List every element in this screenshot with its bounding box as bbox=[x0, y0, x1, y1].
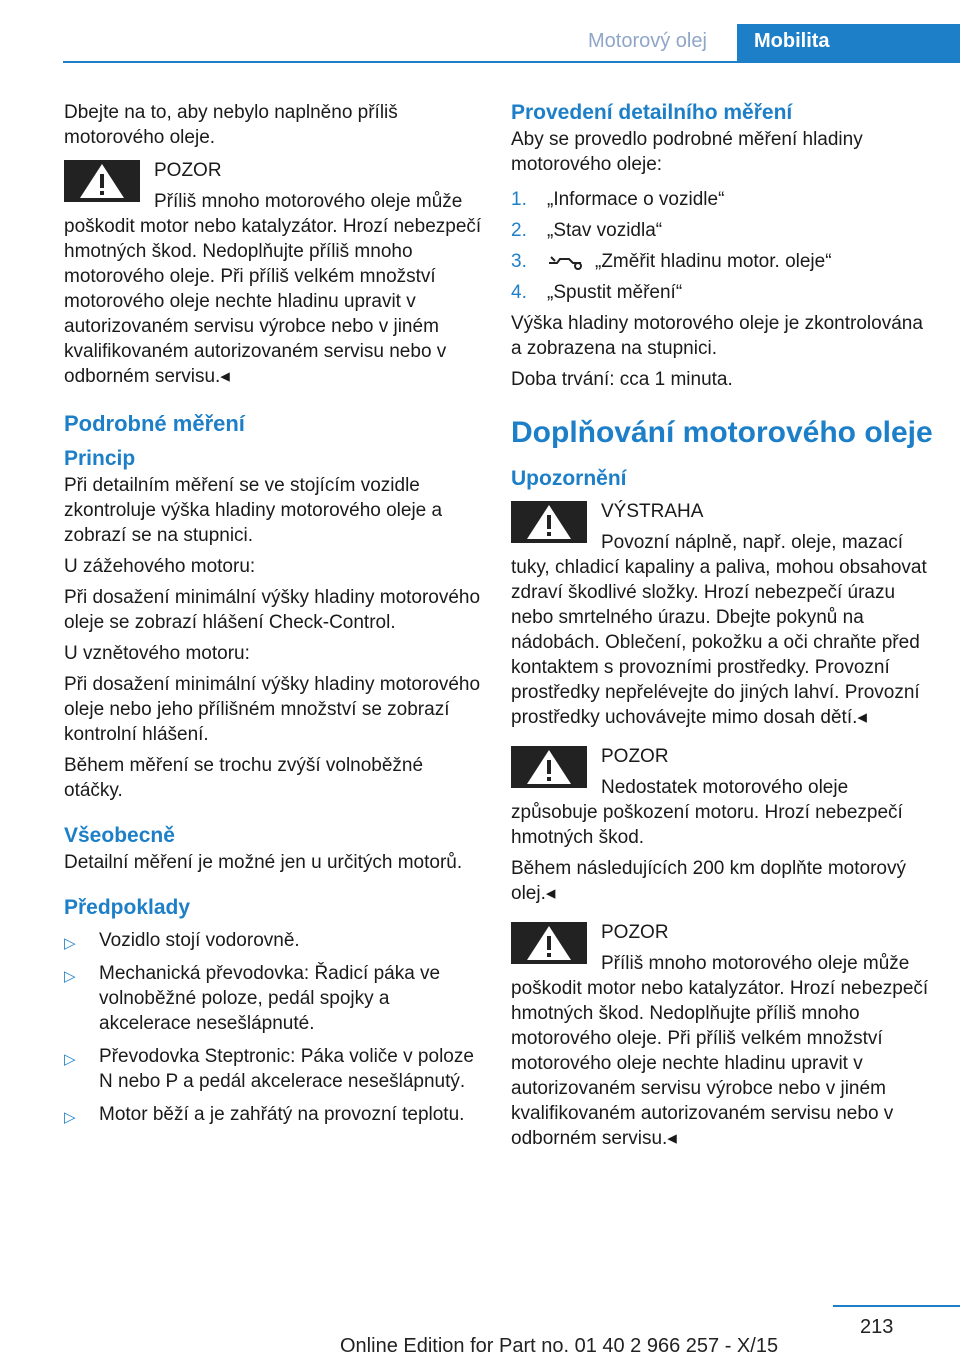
warning-triangle-icon bbox=[64, 160, 140, 202]
paragraph: U vznětového motoru: bbox=[64, 643, 250, 664]
warning-block bbox=[511, 920, 936, 1151]
heading-princip: Princip bbox=[64, 447, 136, 470]
warning-label: POZOR bbox=[601, 746, 669, 767]
paragraph: U zážehového motoru: bbox=[64, 556, 256, 577]
page-number: 213 bbox=[860, 1316, 894, 1338]
paragraph: Výška hladiny motorového oleje je zkontrolována a zobrazena na stupnici. bbox=[511, 313, 923, 359]
list-item: 2. „Stav vozidla“ bbox=[511, 220, 663, 241]
heading-doplnovani: Doplňování motorového oleje bbox=[511, 416, 933, 449]
warning-block bbox=[511, 499, 936, 730]
prerequisites-list bbox=[64, 928, 484, 1127]
list-item: 3. „Změřit hladinu motor. oleje“ bbox=[511, 251, 832, 272]
paragraph: Aby se provedlo podrobné měření hladiny motorového oleje: bbox=[511, 129, 863, 175]
heading-podrobne-mereni: Podrobné měření bbox=[64, 411, 245, 436]
footer-rule bbox=[833, 1305, 960, 1307]
warning-text: Příliš mnoho motorového oleje může poškodit motor nebo katalyzátor. Hrozí nebezpečí hmotných škod. Nedoplňujte příliš mnoho motorového oleje. Při příliš velkém množství motorového oleje nechte hladinu upravit v autorizovaném servisu výrobce nebo v jiném kvalifikovaném autorizovaném servisu nebo v odborném servisu.◂ bbox=[64, 191, 482, 387]
steps-list bbox=[511, 187, 936, 305]
tab-mobilita[interactable] bbox=[737, 24, 960, 62]
heading-predpoklady: Předpoklady bbox=[64, 896, 191, 919]
warning-label: VÝSTRAHA bbox=[601, 501, 704, 522]
paragraph: Při dosažení minimální výšky hladiny motorového oleje se zobrazí hlášení Check-Control. bbox=[64, 587, 481, 633]
paragraph: Doba trvání: cca 1 minuta. bbox=[511, 369, 733, 390]
list-item: ▷ Mechanická převodovka: Řadicí páka ve volnoběžné poloze, pedál spojky a akcelerace nesešlápnuté. bbox=[64, 963, 441, 1034]
header-rule bbox=[63, 61, 960, 63]
list-item: ▷ Převodovka Steptronic: Páka voliče v poloze N nebo P a pedál akcelerace nesešlápnutý. bbox=[64, 1046, 474, 1092]
heading-upozorneni: Upozornění bbox=[511, 467, 627, 490]
warning-text: Nedostatek motorového oleje způsobuje poškození motoru. Hrozí nebezpečí hmotných škod. bbox=[511, 777, 903, 848]
car-oil-icon bbox=[547, 253, 587, 271]
list-item: ▷ Vozidlo stojí vodorovně. bbox=[64, 928, 484, 953]
triangle-bullet-icon: ▷ bbox=[64, 1051, 76, 1068]
warning-triangle-icon bbox=[511, 746, 587, 788]
list-item: 4. „Spustit měření“ bbox=[511, 282, 683, 303]
triangle-bullet-icon: ▷ bbox=[64, 935, 76, 952]
warning-label: POZOR bbox=[154, 160, 222, 181]
list-item: 1. „Informace o vozidle“ bbox=[511, 189, 725, 210]
left-column bbox=[64, 100, 484, 1135]
triangle-bullet-icon: ▷ bbox=[64, 968, 76, 985]
paragraph: Při detailním měření se ve stojícím vozidle zkontroluje výška hladiny motorového oleje a zobrazí se na stupnici. bbox=[64, 475, 443, 546]
warning-triangle-icon bbox=[511, 922, 587, 964]
paragraph: Během měření se trochu zvýší volnoběžné otáčky. bbox=[64, 755, 424, 801]
warning-text: Povozní náplně, např. oleje, mazací tuky, chladicí kapaliny a paliva, mohou obsahovat zdraví škodlivé složky. Hrozí nebezpečí úrazu nebo smrtelného úrazu. Dbejte pokynů na nádobách. Oblečení, pokožku a oči chraňte před kontaktem s provozními prostředky. Provozní prostředky nepřelévejte do jiných lahví. Provozní prostředky uchovávejte mimo dosah dětí.◂ bbox=[511, 532, 927, 728]
warning-label: POZOR bbox=[601, 922, 669, 943]
tab-motorovy-olej[interactable] bbox=[575, 24, 737, 62]
paragraph: Při dosažení minimální výšky hladiny motorového oleje nebo jeho přílišném množství se zobrazí kontrolní hlášení. bbox=[64, 674, 481, 745]
intro-paragraph: Dbejte na to, aby nebylo naplněno příliš motorového oleje. bbox=[64, 102, 398, 148]
list-item: ▷ Motor běží a je zahřátý na provozní teplotu. bbox=[64, 1102, 484, 1127]
tab-label: Motorový olej bbox=[588, 30, 707, 52]
right-column bbox=[511, 100, 936, 1157]
warning-text: Příliš mnoho motorového oleje může poškodit motor nebo katalyzátor. Hrozí nebezpečí hmotných škod. Nedoplňujte příliš mnoho motorového oleje. Při příliš velkém množství motorového oleje nechte hladinu upravit v autorizovaném servisu výrobce nebo v jiném kvalifikovaném autorizovaném servisu nebo v odborném servisu.◂ bbox=[511, 953, 929, 1149]
warning-block bbox=[511, 744, 936, 850]
paragraph: Detailní měření je možné jen u určitých motorů. bbox=[64, 852, 463, 873]
heading-vseobecne: Všeobecně bbox=[64, 824, 175, 847]
warning-block bbox=[64, 158, 484, 389]
page-header bbox=[0, 0, 960, 62]
triangle-bullet-icon: ▷ bbox=[64, 1109, 76, 1126]
paragraph: Během následujících 200 km doplňte motorový olej.◂ bbox=[511, 858, 906, 904]
heading-provedeni: Provedení detailního měření bbox=[511, 101, 793, 124]
warning-triangle-icon bbox=[511, 501, 587, 543]
tab-label: Mobilita bbox=[754, 30, 830, 52]
edition-footer: Online Edition for Part no. 01 40 2 966 257 - X/15 bbox=[340, 1335, 779, 1357]
